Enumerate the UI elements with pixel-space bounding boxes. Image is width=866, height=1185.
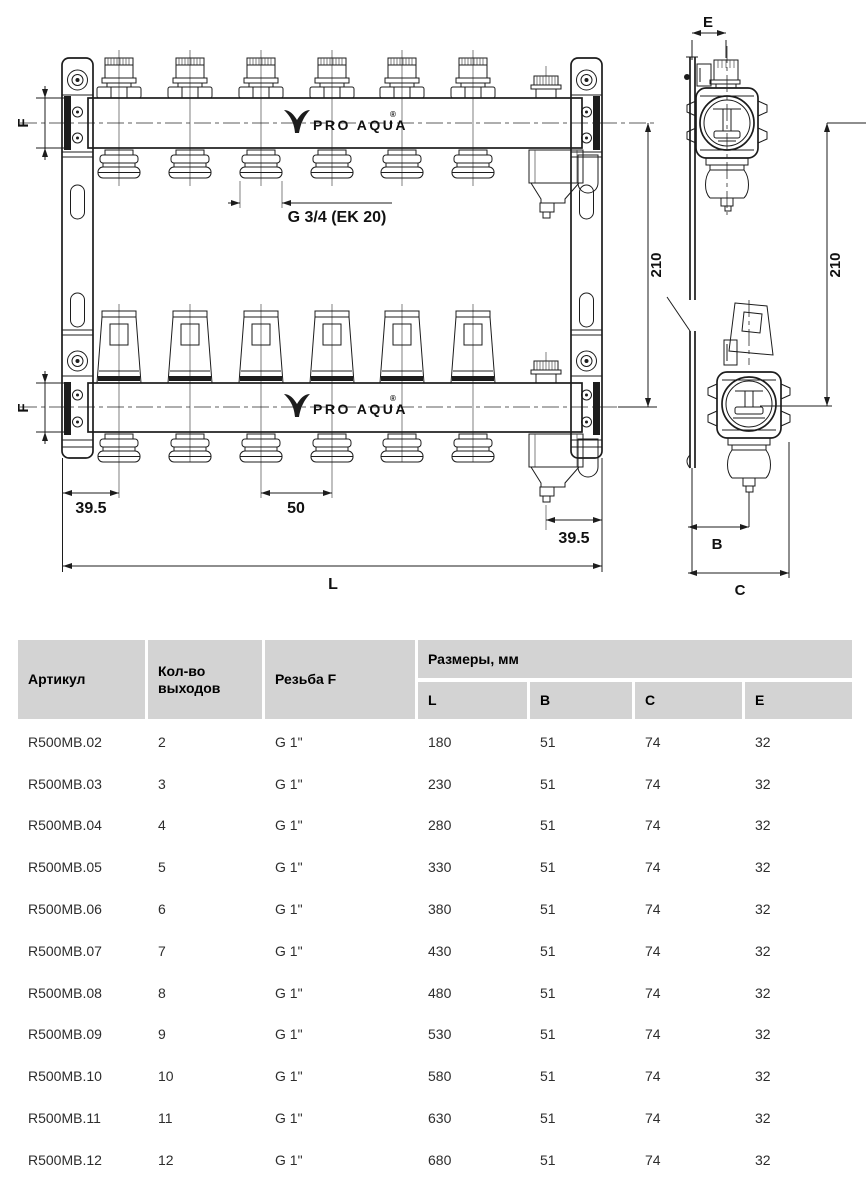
cell-c: 74 bbox=[645, 942, 661, 959]
cell-outlets: 11 bbox=[158, 1110, 173, 1127]
label-height-front: 210 bbox=[648, 252, 665, 278]
dim-outlet-spacing bbox=[261, 490, 332, 517]
label-outlet-spacing: 50 bbox=[287, 500, 305, 517]
brand-registered-bottom: ® bbox=[390, 394, 396, 403]
cell-thread: G 1" bbox=[275, 817, 303, 834]
cell-article: R500MB.02 bbox=[28, 733, 102, 750]
cell-e: 32 bbox=[755, 984, 771, 1001]
right-bracket bbox=[571, 58, 602, 458]
dim-left-offset bbox=[63, 458, 120, 572]
label-c: C bbox=[734, 582, 746, 599]
cell-l: 680 bbox=[428, 1151, 452, 1168]
cell-outlets: 8 bbox=[158, 984, 166, 1001]
label-total-length: L bbox=[328, 576, 338, 593]
cell-thread: G 1" bbox=[275, 1110, 303, 1127]
cell-thread: G 1" bbox=[275, 901, 303, 918]
cell-outlets: 12 bbox=[158, 1151, 174, 1168]
cell-l: 230 bbox=[428, 775, 452, 792]
cell-l: 580 bbox=[428, 1068, 452, 1085]
table-row bbox=[18, 846, 852, 888]
cell-b: 51 bbox=[540, 817, 556, 834]
cell-l: 630 bbox=[428, 1110, 452, 1127]
cell-c: 74 bbox=[645, 984, 661, 1001]
cell-l: 330 bbox=[428, 859, 452, 876]
table-row bbox=[18, 1055, 852, 1097]
label-b: B bbox=[711, 536, 723, 553]
cell-c: 74 bbox=[645, 1068, 661, 1085]
cell-article: R500MB.03 bbox=[28, 775, 102, 792]
label-left-offset: 39.5 bbox=[75, 500, 107, 517]
cell-e: 32 bbox=[755, 1110, 771, 1127]
cell-outlets: 6 bbox=[158, 901, 166, 918]
cell-article: R500MB.09 bbox=[28, 1026, 102, 1043]
cell-outlets: 5 bbox=[158, 859, 166, 876]
cell-l: 180 bbox=[428, 733, 452, 750]
cell-c: 74 bbox=[645, 1110, 661, 1127]
cell-b: 51 bbox=[540, 775, 556, 792]
cell-e: 32 bbox=[755, 733, 771, 750]
cell-e: 32 bbox=[755, 1068, 771, 1085]
cell-c: 74 bbox=[645, 901, 661, 918]
cell-l: 280 bbox=[428, 817, 452, 834]
cell-e: 32 bbox=[755, 942, 771, 959]
cell-e: 32 bbox=[755, 901, 771, 918]
cell-article: R500MB.08 bbox=[28, 984, 102, 1001]
label-right-offset: 39.5 bbox=[558, 530, 590, 547]
cell-outlets: 10 bbox=[158, 1068, 174, 1085]
cell-outlets: 3 bbox=[158, 775, 166, 792]
cell-thread: G 1" bbox=[275, 733, 303, 750]
cell-l: 530 bbox=[428, 1026, 452, 1043]
header-outlets: Кол-во выходов bbox=[148, 640, 262, 719]
cell-b: 51 bbox=[540, 901, 556, 918]
cell-b: 51 bbox=[540, 733, 556, 750]
cell-thread: G 1" bbox=[275, 1026, 303, 1043]
cell-l: 480 bbox=[428, 984, 452, 1001]
table-row bbox=[18, 805, 852, 847]
cell-c: 74 bbox=[645, 1151, 661, 1168]
table-row bbox=[18, 930, 852, 972]
cell-article: R500MB.06 bbox=[28, 901, 102, 918]
table-row bbox=[18, 1014, 852, 1056]
label-f-top: F bbox=[15, 118, 32, 128]
cell-c: 74 bbox=[645, 775, 661, 792]
cell-article: R500MB.05 bbox=[28, 859, 102, 876]
spec-table bbox=[18, 640, 852, 1181]
header-dim-b: B bbox=[530, 682, 632, 719]
header-dim-c: C bbox=[635, 682, 742, 719]
cell-l: 380 bbox=[428, 901, 452, 918]
header-article: Артикул bbox=[18, 640, 145, 719]
table-body bbox=[18, 721, 852, 1181]
label-f-bottom: F bbox=[15, 403, 32, 413]
table-row bbox=[18, 972, 852, 1014]
cell-b: 51 bbox=[540, 942, 556, 959]
header-thread: Резьба F bbox=[265, 640, 415, 719]
cell-thread: G 1" bbox=[275, 1151, 303, 1168]
label-outlet-thread: G 3/4 (EK 20) bbox=[287, 209, 387, 226]
brand-logo-top bbox=[284, 110, 408, 133]
cell-b: 51 bbox=[540, 1068, 556, 1085]
cell-thread: G 1" bbox=[275, 984, 303, 1001]
table-header bbox=[18, 640, 852, 719]
cell-e: 32 bbox=[755, 775, 771, 792]
dim-f-bottom bbox=[15, 371, 64, 444]
cell-b: 51 bbox=[540, 859, 556, 876]
header-dim-l: L bbox=[418, 682, 527, 719]
brand-text-top: PRO AQUA bbox=[313, 117, 408, 133]
cell-e: 32 bbox=[755, 817, 771, 834]
upper-manifold bbox=[88, 58, 598, 218]
cell-thread: G 1" bbox=[275, 942, 303, 959]
cell-outlets: 7 bbox=[158, 942, 166, 959]
header-dimensions-group bbox=[418, 640, 852, 719]
cell-c: 74 bbox=[645, 1026, 661, 1043]
dim-height-front bbox=[618, 123, 665, 407]
cell-e: 32 bbox=[755, 1026, 771, 1043]
cell-article: R500MB.07 bbox=[28, 942, 102, 959]
table-row bbox=[18, 888, 852, 930]
cell-l: 430 bbox=[428, 942, 452, 959]
cell-article: R500MB.10 bbox=[28, 1068, 102, 1085]
cell-article: R500MB.11 bbox=[28, 1110, 101, 1127]
side-view bbox=[667, 14, 866, 599]
cell-c: 74 bbox=[645, 733, 661, 750]
dim-outlet-thread bbox=[228, 181, 392, 226]
dim-total-length bbox=[63, 563, 602, 593]
cell-c: 74 bbox=[645, 859, 661, 876]
table-row bbox=[18, 763, 852, 805]
table-row bbox=[18, 1139, 852, 1181]
cell-outlets: 4 bbox=[158, 817, 166, 834]
brand-registered-top: ® bbox=[390, 110, 396, 119]
cell-b: 51 bbox=[540, 1026, 556, 1043]
header-dimensions-label: Размеры, мм bbox=[418, 640, 852, 678]
cell-outlets: 9 bbox=[158, 1026, 166, 1043]
cell-thread: G 1" bbox=[275, 775, 303, 792]
cell-c: 74 bbox=[645, 817, 661, 834]
cell-b: 51 bbox=[540, 1110, 556, 1127]
cell-b: 51 bbox=[540, 984, 556, 1001]
cell-outlets: 2 bbox=[158, 733, 166, 750]
cell-b: 51 bbox=[540, 1151, 556, 1168]
cell-e: 32 bbox=[755, 1151, 771, 1168]
brand-text-bottom: PRO AQUA bbox=[313, 401, 408, 417]
label-e: E bbox=[702, 14, 714, 31]
cell-thread: G 1" bbox=[275, 859, 303, 876]
cell-e: 32 bbox=[755, 859, 771, 876]
label-height-side: 210 bbox=[827, 252, 844, 278]
brand-logo-bottom bbox=[284, 394, 408, 417]
cell-thread: G 1" bbox=[275, 1068, 303, 1085]
header-dim-e: E bbox=[745, 682, 852, 719]
table-row bbox=[18, 721, 852, 763]
cell-article: R500MB.12 bbox=[28, 1151, 102, 1168]
cell-article: R500MB.04 bbox=[28, 817, 102, 834]
table-row bbox=[18, 1097, 852, 1139]
